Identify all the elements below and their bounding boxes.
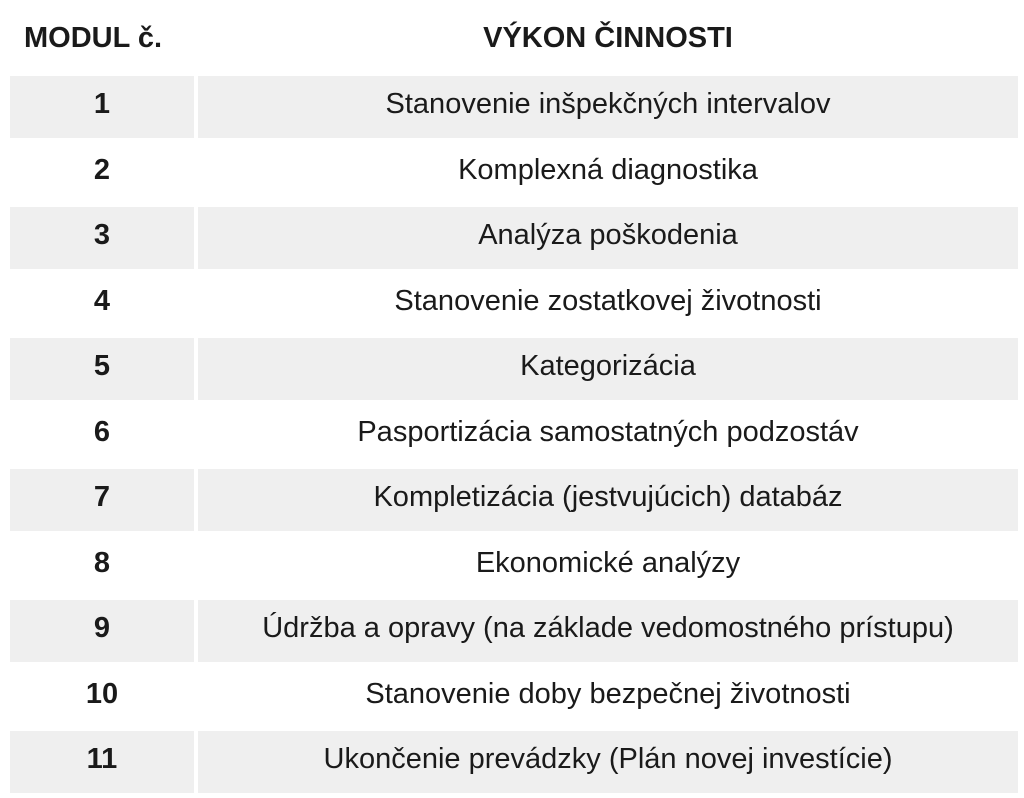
header-activity: VÝKON ČINNOSTI: [483, 22, 733, 54]
table-row: [0, 600, 1024, 666]
table-row: [0, 273, 1024, 339]
module-activity: Kompletizácia (jestvujúcich) databáz: [198, 469, 1018, 531]
module-activity: Stanovenie zostatkovej životnosti: [198, 273, 1018, 335]
module-activity: Údržba a opravy (na základe vedomostného prístupu): [198, 600, 1018, 662]
module-number: 2: [10, 142, 194, 204]
table-row: [0, 404, 1024, 470]
module-activity: Kategorizácia: [198, 338, 1018, 400]
module-activity: Komplexná diagnostika: [198, 142, 1018, 204]
module-number: 4: [10, 273, 194, 335]
table-header: [0, 0, 1024, 76]
module-number: 11: [10, 731, 194, 793]
module-activity: Ekonomické analýzy: [198, 535, 1018, 597]
table-row: [0, 666, 1024, 732]
module-number: 1: [10, 76, 194, 138]
module-activity: Stanovenie inšpekčných intervalov: [198, 76, 1018, 138]
module-number: 6: [10, 404, 194, 466]
table-body: [0, 76, 1024, 797]
table-row: [0, 338, 1024, 404]
table-row: [0, 535, 1024, 601]
table-row: [0, 469, 1024, 535]
module-number: 8: [10, 535, 194, 597]
module-activity: Analýza poškodenia: [198, 207, 1018, 269]
header-module-number: MODUL č.: [24, 22, 163, 54]
module-number: 9: [10, 600, 194, 662]
table-row: [0, 76, 1024, 142]
module-number: 7: [10, 469, 194, 531]
table-row: [0, 207, 1024, 273]
table-row: [0, 731, 1024, 797]
module-activity: Ukončenie prevádzky (Plán novej investície): [198, 731, 1018, 793]
table-row: [0, 142, 1024, 208]
module-activity: Pasportizácia samostatných podzostáv: [198, 404, 1018, 466]
module-number: 3: [10, 207, 194, 269]
module-number: 5: [10, 338, 194, 400]
module-number: 10: [10, 666, 194, 728]
module-activity: Stanovenie doby bezpečnej životnosti: [198, 666, 1018, 728]
